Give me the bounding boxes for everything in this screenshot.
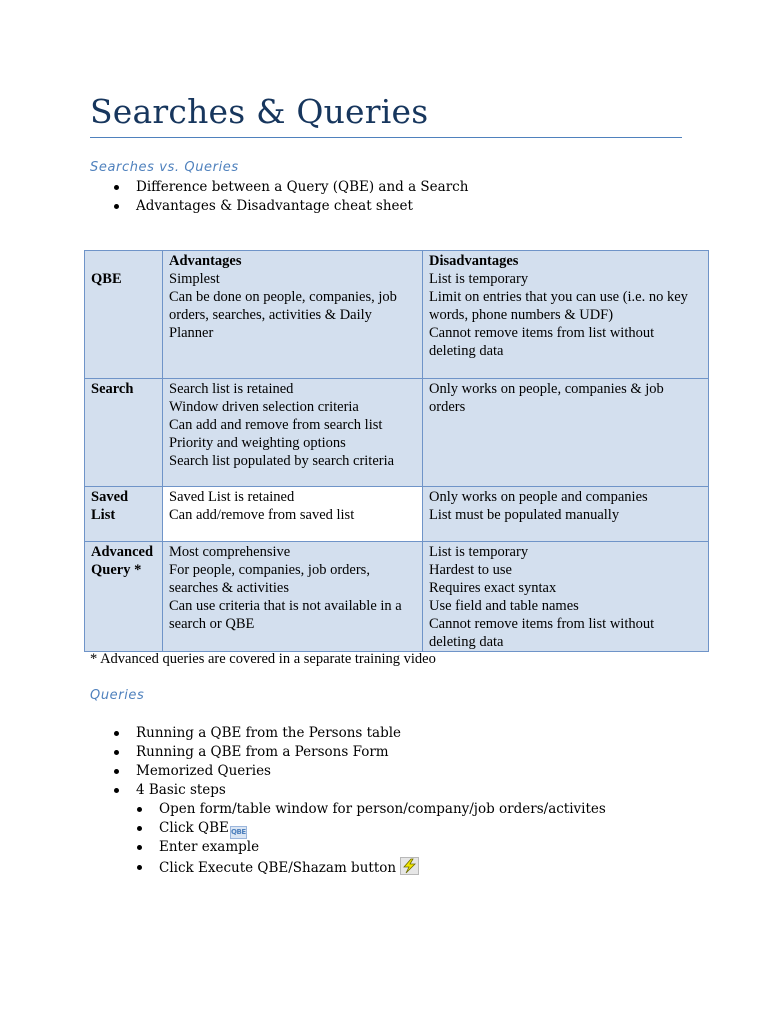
- row-label: Advanced: [91, 544, 154, 560]
- table-cell-text: Most comprehensive: [169, 544, 291, 560]
- list-item: Running a QBE from a Persons Form: [136, 743, 401, 762]
- list-item: Enter example: [159, 838, 606, 857]
- column-header-disadvantages: Disadvantages: [429, 253, 519, 269]
- list-item: Click Execute QBE/Shazam button: [159, 857, 606, 878]
- advantages-cell: [163, 542, 423, 652]
- advantages-cell: [163, 379, 423, 487]
- list-item: Advantages & Disadvantage cheat sheet: [136, 197, 468, 216]
- disadvantages-cell: [423, 379, 709, 487]
- title-underline: [90, 137, 682, 138]
- list-item: 4 Basic steps: [136, 781, 401, 800]
- table-cell-text: search or QBE: [169, 616, 255, 632]
- table-cell-text: Can use criteria that is not available in a: [169, 598, 402, 614]
- table-cell-text: List is temporary: [429, 544, 529, 560]
- list-item: Open form/table window for person/company/job orders/activites: [159, 800, 606, 819]
- row-label: Query *: [91, 562, 142, 578]
- qbe-button-icon: QBE: [230, 826, 247, 839]
- section-heading-searches-vs-queries: Searches vs. Queries: [90, 160, 239, 175]
- table-cell-text: List must be populated manually: [429, 507, 620, 523]
- table-cell-text: Only works on people, companies & job: [429, 381, 664, 397]
- table-cell-text: orders, searches, activities & Daily: [169, 307, 372, 323]
- section-heading-queries: Queries: [90, 688, 145, 703]
- row-label: Saved: [91, 489, 129, 505]
- table-row-saved-list: [85, 487, 709, 542]
- table-cell-text: Search list is retained: [169, 381, 294, 397]
- section1-bullet-list: [136, 178, 468, 216]
- table-cell-text: Hardest to use: [429, 562, 512, 578]
- list-item: Difference between a Query (QBE) and a Search: [136, 178, 468, 197]
- table-cell-text: Cannot remove items from list without: [429, 616, 655, 632]
- table-footnote: * Advanced queries are covered in a separate training video: [90, 651, 436, 667]
- table-cell-text: Search list populated by search criteria: [169, 453, 395, 469]
- table-cell-text: deleting data: [429, 634, 504, 650]
- table-cell-text: Can be done on people, companies, job: [169, 289, 397, 305]
- list-item: Running a QBE from the Persons table: [136, 724, 401, 743]
- table-cell-text: Cannot remove items from list without: [429, 325, 655, 341]
- table-cell-text: deleting data: [429, 343, 504, 359]
- bullet-icon: [137, 845, 142, 850]
- row-label: List: [91, 507, 116, 523]
- table-cell-text: Priority and weighting options: [169, 435, 346, 451]
- bullet-icon: [137, 807, 142, 812]
- table-row-search: [85, 379, 709, 487]
- table-cell-text: For people, companies, job orders,: [169, 562, 370, 578]
- row-label: Search: [91, 381, 134, 397]
- section2-bullet-list: [136, 724, 401, 800]
- bullet-icon: [114, 750, 119, 755]
- row-label-cell: [85, 542, 163, 652]
- row-label: QBE: [91, 271, 122, 287]
- table-cell-text: Can add and remove from search list: [169, 417, 383, 433]
- row-label-cell: [85, 379, 163, 487]
- bullet-icon: [114, 185, 119, 190]
- bullet-icon: [137, 865, 142, 870]
- bullet-icon: [137, 826, 142, 831]
- comparison-table: [84, 250, 709, 652]
- table-cell-text: List is temporary: [429, 271, 529, 287]
- disadvantages-cell: [423, 487, 709, 542]
- list-item: Click QBE QBE: [159, 819, 606, 838]
- bullet-icon: [114, 769, 119, 774]
- steps-bullet-list: [159, 800, 606, 878]
- table-cell-text: Can add/remove from saved list: [169, 507, 355, 523]
- table-cell-text: searches & activities: [169, 580, 289, 596]
- table-row-advanced-query: [85, 542, 709, 652]
- advantages-cell: [163, 251, 423, 379]
- disadvantages-cell: [423, 542, 709, 652]
- table-cell-text: Requires exact syntax: [429, 580, 557, 596]
- page-title: Searches & Queries: [90, 92, 429, 131]
- table-cell-text: Limit on entries that you can use (i.e. no key: [429, 289, 688, 305]
- table-cell-text: Use field and table names: [429, 598, 579, 614]
- list-item: Memorized Queries: [136, 762, 401, 781]
- table-cell-text: Planner: [169, 325, 214, 341]
- table-cell-text: Window driven selection criteria: [169, 399, 359, 415]
- table-cell-text: Saved List is retained: [169, 489, 295, 505]
- bullet-icon: [114, 204, 119, 209]
- column-header-advantages: Advantages: [169, 253, 242, 269]
- advantages-cell: [163, 487, 423, 542]
- bullet-icon: [114, 731, 119, 736]
- bullet-icon: [114, 788, 119, 793]
- table-row-qbe: [85, 251, 709, 379]
- table-cell-text: words, phone numbers & UDF): [429, 307, 614, 323]
- row-label-cell: [85, 251, 163, 379]
- lightning-bolt-icon: [400, 857, 419, 875]
- table-cell-text: Only works on people and companies: [429, 489, 648, 505]
- table-cell-text: orders: [429, 399, 466, 415]
- disadvantages-cell: [423, 251, 709, 379]
- table-cell-text: Simplest: [169, 271, 220, 287]
- row-label-cell: [85, 487, 163, 542]
